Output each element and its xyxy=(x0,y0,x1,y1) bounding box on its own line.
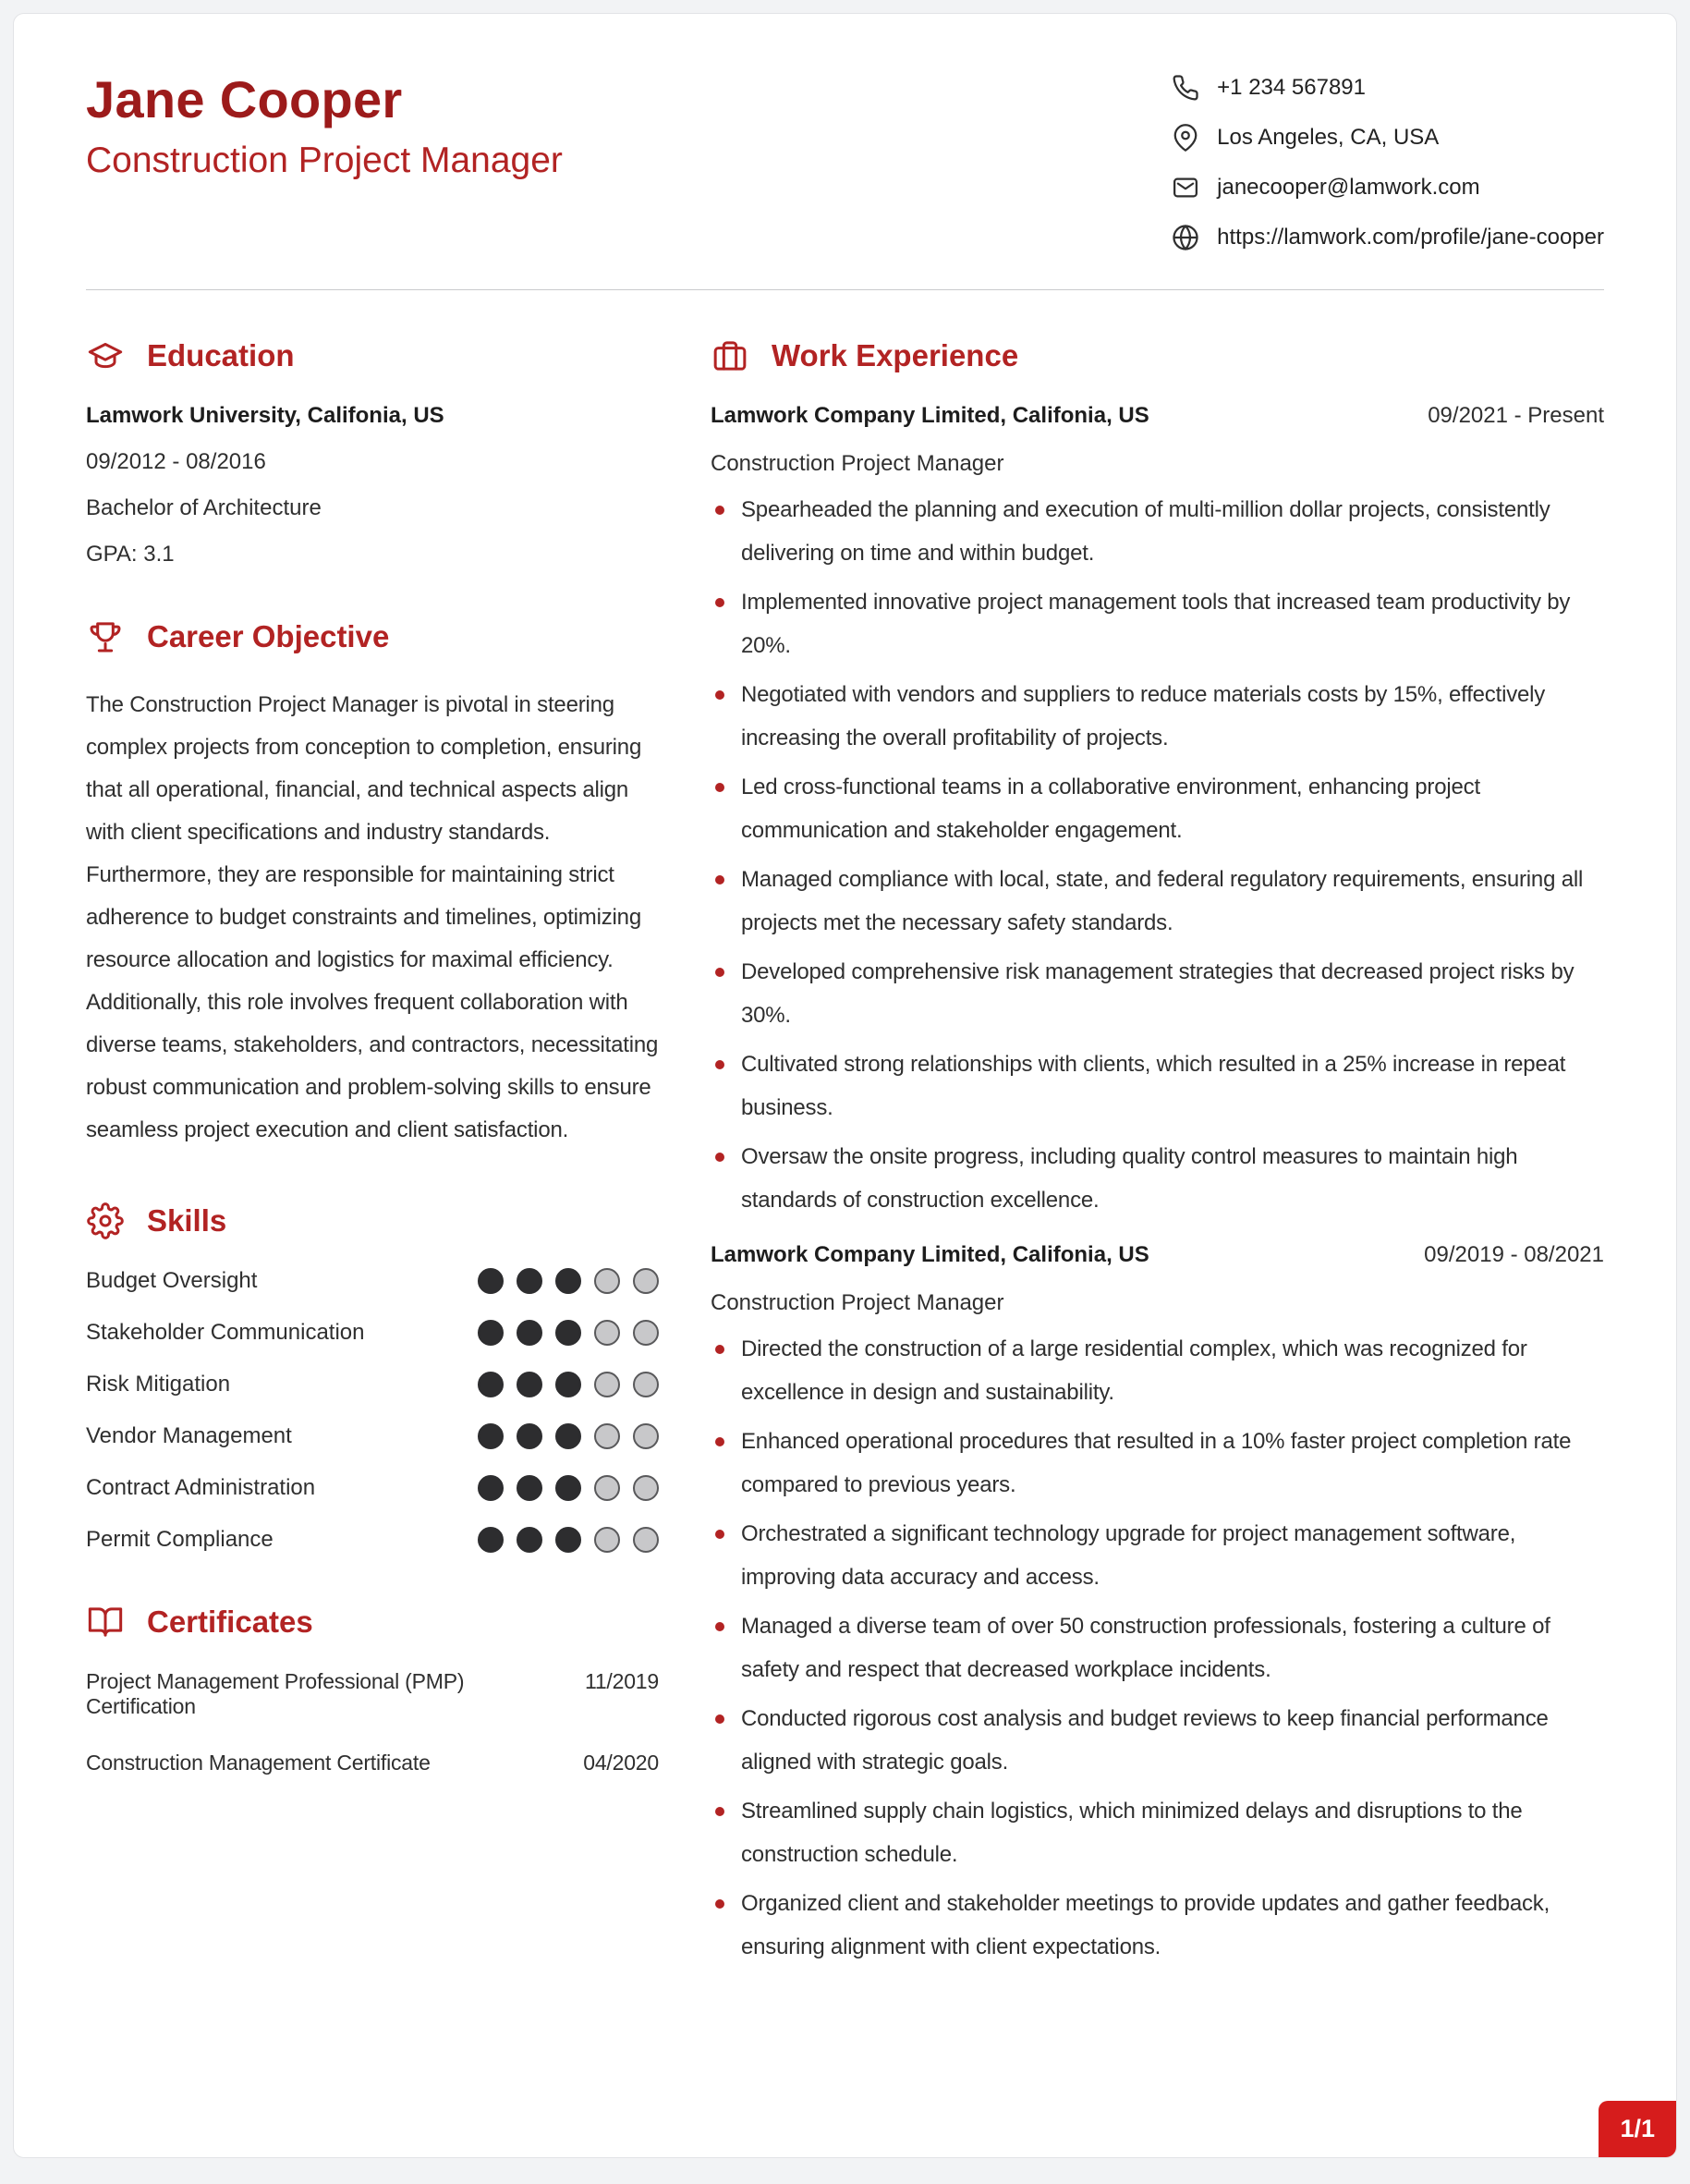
certificate-name: Construction Management Certificate xyxy=(86,1751,431,1775)
contact-block xyxy=(1171,69,1604,252)
contact-location xyxy=(1171,123,1604,153)
work-experience-title: Work Experience xyxy=(772,338,1019,372)
skill-dot-filled xyxy=(517,1475,542,1501)
candidate-name: Jane Cooper xyxy=(86,70,403,128)
skill-dot-empty xyxy=(633,1475,659,1501)
skill-dot-empty xyxy=(594,1320,620,1346)
skill-name: Contract Administration xyxy=(86,1475,316,1500)
resume-page xyxy=(13,13,1677,2158)
contact-website[interactable] xyxy=(1171,223,1604,252)
skill-row xyxy=(86,1372,659,1397)
education-gpa: GPA: 3.1 xyxy=(86,542,175,567)
skills-title: Skills xyxy=(147,1203,227,1238)
career-objective-text: The Construction Project Manager is pivotal in steering complex projects from conception to completion, ensuring that all operational, financial, and technical aspects align with client specifications and industry standards. Furthermore, they are responsible for maintaining strict adherence to budget constraints and timelines, optimizing resource allocation and logistics for maximal efficiency. Additionally, this role involves frequent collaboration with diverse teams, stakeholders, and contractors, necessitating robust communication and problem-solving skills to ensure seamless project execution and client satisfaction. xyxy=(86,692,659,1142)
bullet-item: Managed compliance with local, state, and federal regulatory requirements, ensuring all projects met the necessary safety standards. xyxy=(711,858,1604,945)
skill-dot-filled xyxy=(555,1475,581,1501)
section-career-objective xyxy=(86,617,659,1152)
phone-text: +1 234 567891 xyxy=(1217,75,1366,100)
section-education xyxy=(86,336,659,567)
resume-body xyxy=(86,336,1604,2019)
skill-dot-empty xyxy=(594,1372,620,1397)
book-icon xyxy=(86,1603,125,1641)
bullet-item: Spearheaded the planning and execution of multi-million dollar projects, consistently delivering on time and within budget. xyxy=(711,488,1604,575)
skill-name: Permit Compliance xyxy=(86,1527,274,1552)
certificate-name: Project Management Professional (PMP) Certification xyxy=(86,1669,465,1718)
skill-name: Vendor Management xyxy=(86,1423,292,1448)
career-objective-title: Career Objective xyxy=(147,619,390,653)
skill-dot-filled xyxy=(517,1527,542,1553)
skill-dot-filled xyxy=(555,1423,581,1449)
certificate-date: 11/2019 xyxy=(584,1669,659,1693)
skill-dot-empty xyxy=(633,1527,659,1553)
skills-heading xyxy=(86,1202,659,1240)
location-icon xyxy=(1171,123,1200,153)
skill-dot-empty xyxy=(633,1268,659,1294)
skill-row xyxy=(86,1320,659,1346)
skill-dot-empty xyxy=(594,1475,620,1501)
job-role: Construction Project Manager xyxy=(711,451,1004,476)
certificates-title: Certificates xyxy=(147,1604,313,1639)
skill-dot-empty xyxy=(594,1423,620,1449)
job-bullets xyxy=(711,1327,1604,1969)
page-number-badge: 1/1 xyxy=(1599,2101,1676,2157)
skill-dot-filled xyxy=(517,1268,542,1294)
trophy-icon xyxy=(86,617,125,656)
bullet-item: Orchestrated a significant technology upgrade for project management software, improving data accuracy and access. xyxy=(711,1512,1604,1599)
graduation-cap-icon xyxy=(86,336,125,375)
bullet-item: Managed a diverse team of over 50 construction professionals, fostering a culture of safety and respect that decreased workplace incidents. xyxy=(711,1604,1604,1691)
skill-dot-empty xyxy=(633,1372,659,1397)
skill-dot-filled xyxy=(555,1268,581,1294)
education-title: Education xyxy=(147,338,295,372)
job-entry xyxy=(711,1242,1604,1969)
skill-dot-filled xyxy=(478,1527,504,1553)
bullet-item: Implemented innovative project management tools that increased team productivity by 20%. xyxy=(711,580,1604,667)
location-text: Los Angeles, CA, USA xyxy=(1217,125,1440,150)
section-skills xyxy=(86,1202,659,1553)
skill-dot-filled xyxy=(478,1268,504,1294)
candidate-title: Construction Project Manager xyxy=(86,140,563,180)
skill-level-dots xyxy=(478,1268,659,1294)
skill-level-dots xyxy=(478,1423,659,1449)
bullet-item: Enhanced operational procedures that resulted in a 10% faster project completion rate compared to previous years. xyxy=(711,1420,1604,1507)
website-text: https://lamwork.com/profile/jane-cooper xyxy=(1217,225,1604,250)
skill-dot-empty xyxy=(633,1423,659,1449)
job-dates: 09/2019 - 08/2021 xyxy=(1424,1242,1604,1267)
skill-dot-filled xyxy=(478,1372,504,1397)
right-column xyxy=(711,336,1604,2019)
gear-icon xyxy=(86,1202,125,1240)
bullet-item: Cultivated strong relationships with clients, which resulted in a 25% increase in repeat business. xyxy=(711,1043,1604,1129)
skill-level-dots xyxy=(478,1320,659,1346)
skill-name: Stakeholder Communication xyxy=(86,1320,365,1345)
briefcase-icon xyxy=(711,336,749,375)
left-column xyxy=(86,336,659,2019)
bullet-item: Streamlined supply chain logistics, which minimized delays and disruptions to the construction schedule. xyxy=(711,1789,1604,1876)
job-dates: 09/2021 - Present xyxy=(1428,403,1604,428)
skill-dot-filled xyxy=(555,1372,581,1397)
skill-dot-filled xyxy=(517,1320,542,1346)
job-bullets xyxy=(711,488,1604,1222)
phone-icon xyxy=(1171,73,1200,103)
bullet-item: Negotiated with vendors and suppliers to reduce materials costs by 15%, effectively increasing the overall profitability of projects. xyxy=(711,673,1604,760)
skill-level-dots xyxy=(478,1475,659,1501)
bullet-item: Led cross-functional teams in a collaborative environment, enhancing project communication and stakeholder engagement. xyxy=(711,765,1604,852)
bullet-item: Directed the construction of a large residential complex, which was recognized for excellence in design and sustainability. xyxy=(711,1327,1604,1414)
bullet-item: Conducted rigorous cost analysis and budget reviews to keep financial performance aligned with strategic goals. xyxy=(711,1697,1604,1784)
skill-dot-filled xyxy=(555,1527,581,1553)
skill-dot-filled xyxy=(478,1320,504,1346)
education-dates: 09/2012 - 08/2016 xyxy=(86,449,266,474)
email-icon xyxy=(1171,173,1200,202)
certificates-heading xyxy=(86,1603,659,1641)
career-objective-heading xyxy=(86,617,659,656)
skill-name: Budget Oversight xyxy=(86,1268,258,1293)
skill-dot-filled xyxy=(555,1320,581,1346)
skill-dot-filled xyxy=(478,1475,504,1501)
education-degree: Bachelor of Architecture xyxy=(86,495,322,520)
skill-row xyxy=(86,1527,659,1553)
section-work-experience xyxy=(711,336,1604,1969)
skill-level-dots xyxy=(478,1372,659,1397)
skill-row xyxy=(86,1423,659,1449)
section-certificates xyxy=(86,1603,659,1775)
skill-dot-empty xyxy=(594,1527,620,1553)
skill-level-dots xyxy=(478,1527,659,1553)
skill-dot-empty xyxy=(633,1320,659,1346)
skill-row xyxy=(86,1268,659,1294)
globe-icon xyxy=(1171,223,1200,252)
bullet-item: Oversaw the onsite progress, including quality control measures to maintain high standards of construction excellence. xyxy=(711,1135,1604,1222)
skill-name: Risk Mitigation xyxy=(86,1372,231,1397)
skill-dot-filled xyxy=(517,1372,542,1397)
email-text: janecooper@lamwork.com xyxy=(1217,175,1480,200)
certificate-row xyxy=(86,1669,659,1719)
bullet-item: Developed comprehensive risk management strategies that decreased project risks by 30%. xyxy=(711,950,1604,1037)
certificate-row xyxy=(86,1751,659,1775)
company-name: Lamwork Company Limited, Califonia, US xyxy=(711,403,1149,428)
skill-dot-filled xyxy=(478,1423,504,1449)
education-school: Lamwork University, Califonia, US xyxy=(86,403,444,428)
header-divider xyxy=(86,289,1604,290)
job-entry xyxy=(711,403,1604,1222)
skill-dot-filled xyxy=(517,1423,542,1449)
identity-block xyxy=(86,69,563,181)
company-name: Lamwork Company Limited, Califonia, US xyxy=(711,1242,1149,1267)
job-role: Construction Project Manager xyxy=(711,1290,1004,1315)
bullet-item: Organized client and stakeholder meetings to provide updates and gather feedback, ensuring alignment with client expectations. xyxy=(711,1882,1604,1969)
job-header xyxy=(711,403,1604,429)
work-experience-heading xyxy=(711,336,1604,375)
contact-phone xyxy=(1171,73,1604,103)
job-header xyxy=(711,1242,1604,1268)
resume-header xyxy=(86,69,1604,252)
skill-dot-empty xyxy=(594,1268,620,1294)
skill-row xyxy=(86,1475,659,1501)
education-heading xyxy=(86,336,659,375)
contact-email[interactable] xyxy=(1171,173,1604,202)
certificate-date: 04/2020 xyxy=(583,1751,659,1775)
